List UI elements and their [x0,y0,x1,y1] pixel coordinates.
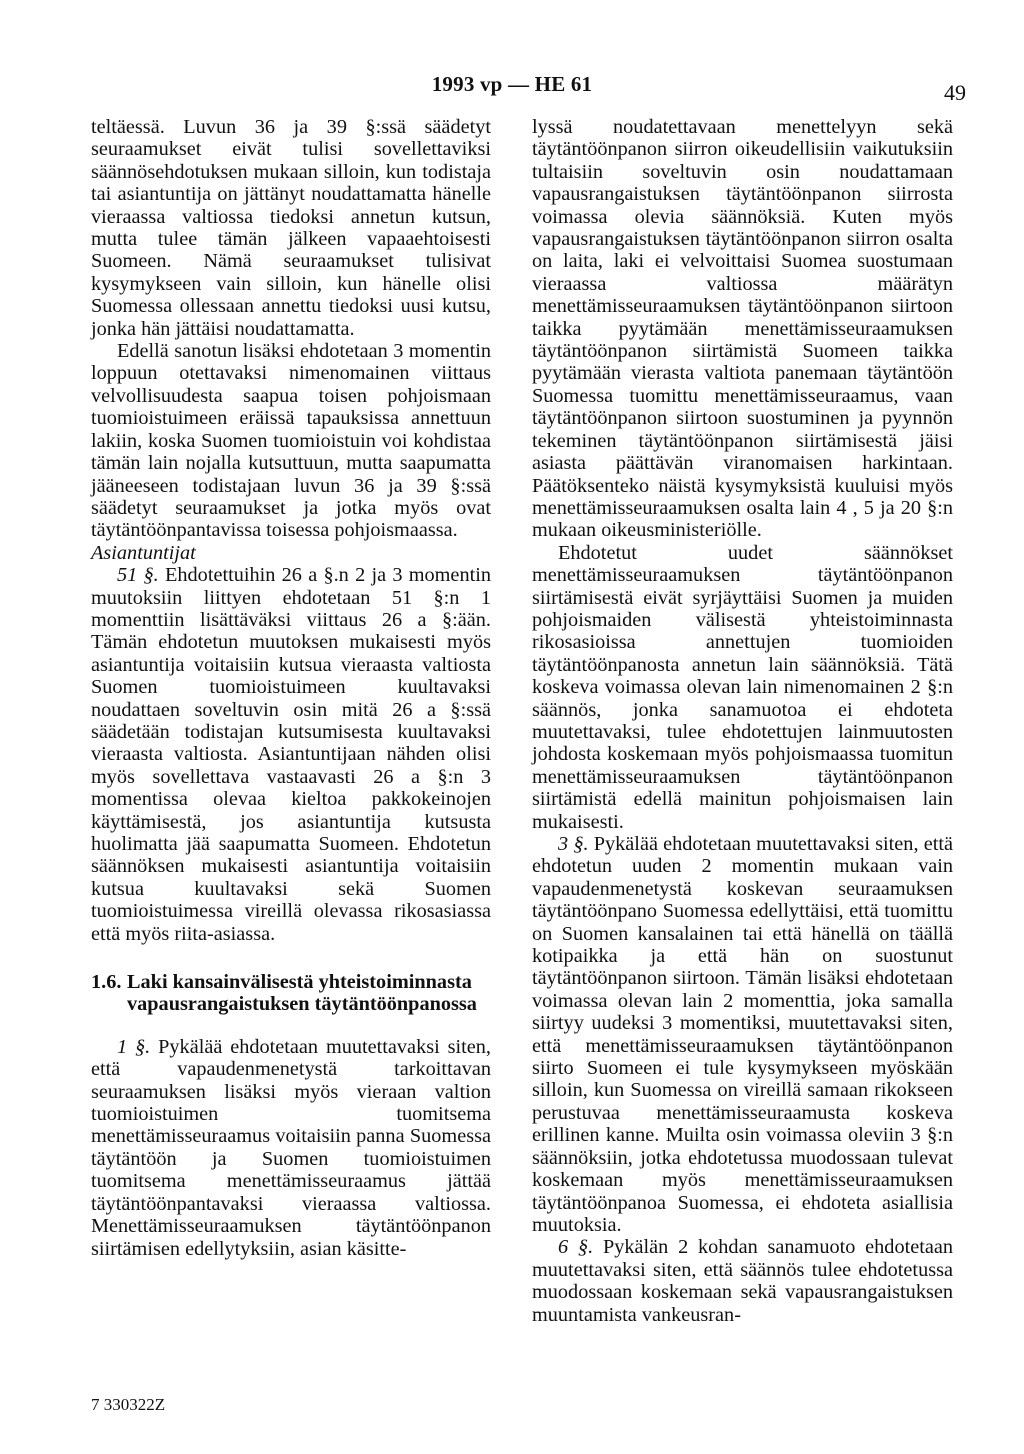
section-heading-number: 1.6. [91,971,122,994]
paragraph-label: 1 §. [117,1035,151,1058]
paragraph-label: 3 §. [558,833,589,855]
paragraph-text: Pykälää ehdotetaan muutettavaksi siten, että vapaudenmenetystä tarkoittavan seuraamuksen lisäksi myös vieraan valtion tuomioistuimen tuomitsema menettämisseuraamus voitaisiin panna Suomessa täytäntöön ja Suomen tuomioistuimen tuomitsema menettämisseuraamus jättää täytäntöönpantavaksi vieraassa valtiossa. Menettämisseuraamuksen täytäntöönpanon siirtämisen edellytyksiin, asian käsitte- [91,1035,491,1260]
section-heading-title: Laki kansainvälisestä yhteistoiminnasta vapausrangaistuksen täytäntöönpanossa [127,971,477,1016]
paragraph-section-6 [532,1236,953,1326]
paragraph-label: 51 §. [117,564,159,587]
page-number: 49 [944,80,966,105]
section-heading [91,971,491,1016]
paragraph-text: lyssä noudatettavaan menettelyyn sekä täytäntöönpanon siirron oikeudellisiin vaikutuksiin tultaisiin soveltuvin osin noudattamaan vapausrangaistuksen täytäntöönpanon siirrosta voimassa olevia säännöksiä. Kuten myös vapausrangaistuksen täytäntöönpanon siirron osalta on laita, laki ei velvoittaisi Suomea suostumaan vieraassa valtiossa määrätyn menettämisseuraamuksen täytäntöönpanon siirtoon taikka pyytämään menettämisseuraamuksen täytäntöönpanon siirtämistä Suomeen taikka pyytämään vierasta valtiota panemaan täytäntöön Suomessa tuomittu menettämisseuraamus, vaan täytäntöönpanon siirtoon suostuminen ja pyynnön tekeminen täytäntöönpanon siirtämisestä jäisi asiasta päättävän viranomaisen harkintaan. Päätöksenteko näistä kysymyksistä kuuluisi myös menettämisseuraamuksen osalta lain 4 , 5 ja 20 §:n mukaan oikeusministeriölle. [532,116,953,542]
right-column [532,116,953,1326]
paragraph-text: Ehdotetut uudet säännökset menettämisseuraamuksen täytäntöönpanon siirtämisestä eivät syrjäyttäisi Suomen ja muiden pohjoismaiden välisestä yhteistoiminnasta rikosasioissa annettujen tuomioiden täytäntöönpanosta annetun lain säännöksiä. Tätä koskeva voimassa olevan lain nimenomainen 2 §:n säännös, jonka sanamuotoa ei ehdoteta muutettavaksi, tulee ehdotettujen lainmuutosten johdosta koskemaan myös pohjoismaassa tuomitun menettämisseuraamuksen täytäntöönpanon siirtämistä edellä mainitun pohjoismaisen lain mukaisesti. [532,541,953,833]
paragraph-text: teltäessä. Luvun 36 ja 39 §:ssä säädetyt seuraamukset eivät tulisi sovellettaviksi säännösehdotuksen mukaan silloin, kun todistaja tai asiantuntija on jättänyt noudattamatta hänelle vieraassa valtiossa tiedoksi annetun kutsun, mutta tulee tämän jälkeen vapaaehtoisesti Suomeen. Nämä seuraamukset tulisivat kysymykseen vain silloin, kun hänelle olisi Suomessa ollessaan annettu tiedoksi uusi kutsu, jonka hän jättäisi noudattamatta. [91,116,491,340]
paragraph-label: 6 §. [558,1236,594,1259]
paragraph-text: Pykälän 2 kohdan sanamuoto ehdotetaan muutettavaksi siten, että säännös tulee ehdotetussa muodossaan koskemaan sekä vapausrangaistuksen muuntamista vankeusran- [532,1236,954,1326]
paragraph-text: Ehdotettuihin 26 a §.n 2 ja 3 momentin muutoksiin liittyen ehdotetaan 51 §:n 1 momenttiin lisättäväksi viittaus 26 a §:ään. Tämän ehdotetun muutoksen mukaisesti myös asiantuntija voitaisiin kutsua vieraasta valtiosta Suomen tuomioistuimeen kuultavaksi noudattaen soveltuvin osin mitä 26 a §:ssä säädetään todistajan kutsumisesta kuultavaksi vieraasta valtiosta. Asiantuntijaan nähden olisi myös sovellettava vastaavasti 26 a §:n 3 momentissa olevaa kieltoa pakkokeinojen käyttämisestä, jos asiantuntija kutsusta huolimatta jää saapumatta Suomeen. Ehdotetun säännöksen mukaisesti asiantuntija voitaisiin kutsua kuultavaksi sekä Suomen tuomioistuimessa vireillä olevassa rikosasiassa että myös riita-asiassa. [91,564,491,945]
page-header-title: 1993 vp — HE 61 [431,72,593,96]
section-label-experts: Asiantuntijat [91,541,196,564]
footer-print-code: 7 330322Z [91,1395,166,1414]
paragraph-section-51 [91,564,491,945]
paragraph-section-3 [532,833,953,1236]
left-column [91,116,491,1260]
paragraph-text: Edellä sanotun lisäksi ehdotetaan 3 momentin loppuun otettavaksi nimenomainen viittaus velvollisuudesta saapua toisen pohjoismaan tuomioistuimeen eräissä tapauksissa annettuun lakiin, koska Suomen tuomioistuin voi kohdistaa tämän lain nojalla kutsuttuun, mutta saapumatta jääneeseen todistajaan luvun 36 ja 39 §:ssä säädetyt seuraamukset ja jotka myös ovat täytäntöönpantavissa toisessa pohjoismaassa. [91,340,491,542]
paragraph-section-1 [91,1036,491,1260]
paragraph-text: Pykälää ehdotetaan muutettavaksi siten, että ehdotetun uuden 2 momentin mukaan vain vapaudenmenetystä koskevan seuraamuksen täytäntöönpano Suomessa edellyttäisi, että tuomittu on Suomen kansalainen tai että hänellä on täällä kotipaikka ja että hän on suostunut täytäntöönpanon siirtoon. Tämän lisäksi ehdotetaan voimassa olevan lain 2 momenttia, joka samalla siirtyy uudeksi 3 momentiksi, muutettavaksi siten, että menettämisseuraamuksen täytäntöönpanon siirto Suomeen ei tule kysymykseen myöskään silloin, kun Suomessa on vireillä samaan rikokseen perustuvaa menettämisseuraamusta koskeva erillinen kanne. Muilta osin voimassa oleviin 3 §:n säännöksiin, jotka ehdotetussa muodossaan tulevat koskemaan myös menettämisseuraamuksen täytäntöönpanoa Suomessa, ei ehdoteta asiallisia muutoksia. [532,833,953,1236]
